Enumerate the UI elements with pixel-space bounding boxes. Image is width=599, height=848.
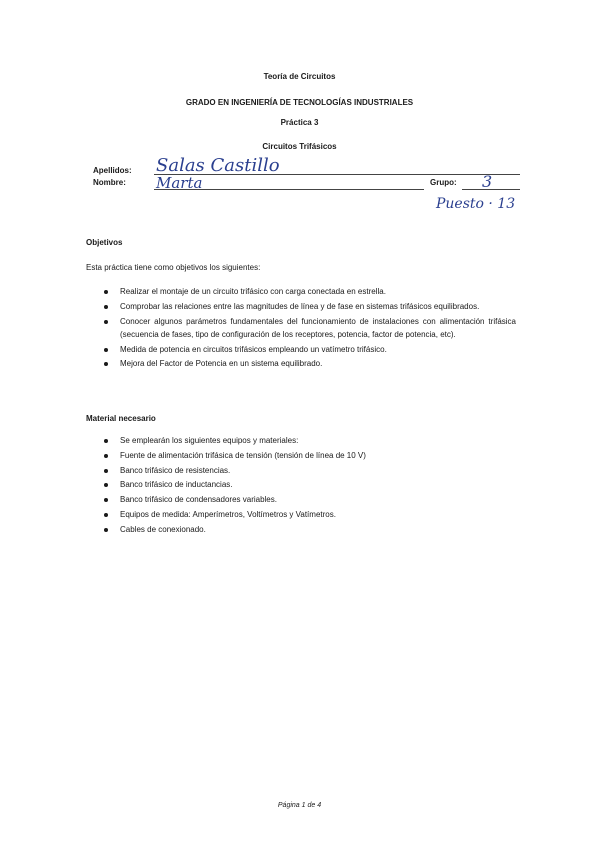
name-label: Nombre:: [93, 178, 126, 187]
list-item: Mejora del Factor de Potencia en un sistema equilibrado.: [86, 357, 516, 370]
list-item: Fuente de alimentación trifásica de tensión (tensión de línea de 10 V): [86, 449, 516, 462]
course-title: Teoría de Circuitos: [263, 72, 336, 81]
group-handwritten: 3: [482, 172, 493, 191]
list-item: Realizar el montaje de un circuito trifásico con carga conectada en estrella.: [86, 285, 516, 298]
objectives-list: [86, 285, 516, 372]
materials-list: [86, 434, 516, 538]
name-underline: [154, 189, 424, 190]
practice-title: Práctica 3: [280, 118, 319, 127]
name-handwritten: Marta: [156, 174, 203, 192]
list-item: Banco trifásico de condensadores variables.: [86, 493, 516, 506]
list-item: Medida de potencia en circuitos trifásicos empleando un vatímetro trifásico.: [86, 343, 516, 356]
list-item: Banco trifásico de resistencias.: [86, 464, 516, 477]
objectives-heading: Objetivos: [86, 238, 123, 247]
list-item: Equipos de medida: Amperímetros, Voltímetros y Vatímetros.: [86, 508, 516, 521]
list-item: Cables de conexionado.: [86, 523, 516, 536]
objectives-intro: Esta práctica tiene como objetivos los siguientes:: [86, 263, 261, 272]
list-item: Comprobar las relaciones entre las magnitudes de línea y de fase en sistemas trifásicos equilibrados.: [86, 300, 516, 313]
list-item: Banco trifásico de inductancias.: [86, 478, 516, 491]
group-label: Grupo:: [430, 178, 457, 187]
group-underline: [462, 189, 520, 190]
list-item: Se emplearán los siguientes equipos y materiales:: [86, 434, 516, 447]
page-number: Página 1 de 4: [277, 802, 322, 809]
surname-handwritten: Salas Castillo: [156, 155, 280, 176]
surname-label: Apellidos:: [93, 166, 132, 175]
materials-heading: Material necesario: [86, 414, 156, 423]
degree-title: GRADO EN INGENIERÍA DE TECNOLOGÍAS INDUSTRIALES: [185, 98, 414, 107]
list-item: Conocer algunos parámetros fundamentales del funcionamiento de instalaciones con alimentación trifásica (secuencia de fases, tipo de configuración de los receptores, potencia, factor de potencia, etc).: [86, 315, 516, 341]
surname-underline: [154, 174, 520, 175]
station-handwritten: Puesto · 13: [436, 196, 516, 212]
topic-title: Circuitos Trifásicos: [262, 142, 337, 151]
